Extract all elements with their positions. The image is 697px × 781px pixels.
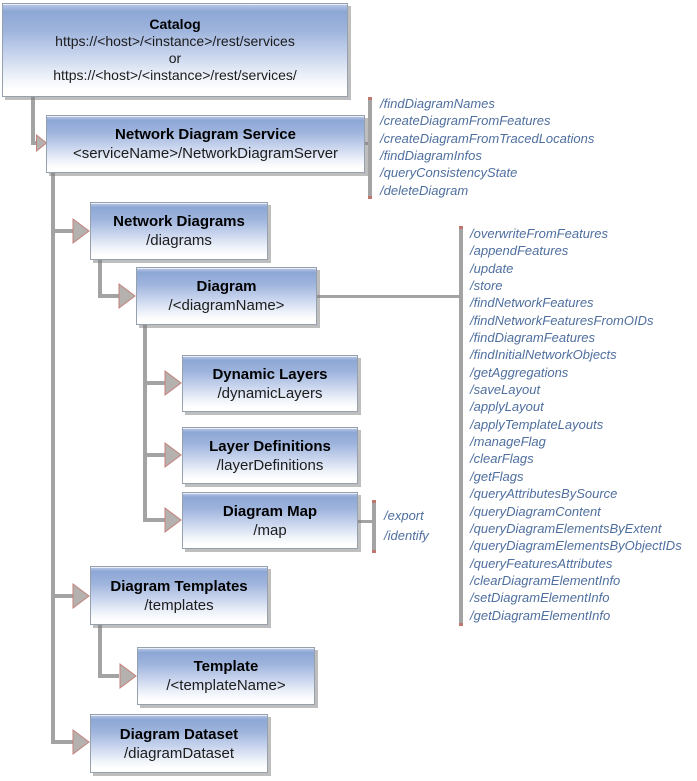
node-title: Diagram Map: [222, 502, 318, 520]
node-title: Layer Definitions: [209, 437, 331, 455]
arrowhead-icon: [119, 663, 137, 689]
operation-item: /createDiagramFromTracedLocations: [380, 130, 595, 146]
arrowhead-icon: [164, 442, 182, 468]
operation-item: /saveLayout: [470, 382, 541, 398]
arrowhead-icon: [72, 218, 90, 244]
node-diagram[interactable]: [136, 267, 317, 325]
operation-item: /getFlags: [470, 468, 524, 484]
connector-line: [143, 381, 165, 385]
node-path: /templates: [144, 596, 214, 614]
arrowhead-icon: [72, 583, 90, 609]
node-title: Diagram: [196, 278, 257, 295]
node-diagram-templates[interactable]: [90, 566, 268, 625]
connector-line: [31, 97, 35, 145]
node-dynamic-layers[interactable]: [182, 355, 358, 412]
node-path: /<templateName>: [166, 677, 286, 694]
node-diagram-dataset[interactable]: [90, 714, 268, 773]
node-template[interactable]: [137, 647, 315, 705]
operation-item: /applyTemplateLayouts: [470, 416, 604, 432]
connector-line: [51, 594, 73, 598]
node-title: Dynamic Layers: [212, 365, 328, 383]
arrowhead-icon: [72, 729, 90, 755]
operation-item: /findDiagramInfos: [380, 148, 482, 164]
operation-item: /clearFlags: [470, 451, 534, 467]
operation-item: /update: [470, 260, 514, 276]
connector-line: [143, 453, 165, 457]
node-url-primary: https://<host>/<instance>/rest/services: [55, 33, 295, 49]
node-network-diagram-service[interactable]: [46, 115, 365, 173]
operation-item: /findDiagramNames: [380, 96, 495, 111]
service-operations-list: [380, 95, 594, 199]
node-title: Diagram Dataset: [119, 725, 239, 743]
node-title: Network Diagrams: [113, 213, 245, 230]
node-title: Catalog: [149, 16, 201, 32]
operation-item: /appendFeatures: [470, 243, 569, 259]
connector-line: [98, 294, 119, 298]
operation-item: /queryAttributesBySource: [470, 486, 618, 502]
operation-item: /findNetworkFeaturesFromOIDs: [470, 312, 654, 328]
operation-item: /findInitialNetworkObjects: [470, 347, 617, 363]
node-catalog[interactable]: [2, 3, 348, 97]
connector-line: [51, 229, 73, 233]
node-path: /diagramDataset: [123, 744, 235, 762]
node-title: Network Diagram Service: [115, 126, 296, 143]
operations-bracket: [372, 500, 376, 553]
node-network-diagrams[interactable]: [90, 202, 268, 260]
operation-item: /manageFlag: [470, 434, 546, 450]
connector-line: [317, 295, 459, 298]
arrowhead-icon: [118, 283, 136, 309]
connector-line: [98, 674, 119, 678]
operation-item: /identify: [384, 527, 429, 543]
operation-item: /applyLayout: [470, 399, 544, 415]
operation-item: /queryConsistencyState: [380, 165, 518, 181]
node-title: Template: [193, 658, 259, 675]
operation-item: /overwriteFromFeatures: [470, 226, 608, 241]
map-operations-list: [384, 506, 429, 545]
operation-item: /createDiagramFromFeatures: [380, 113, 551, 129]
operation-item: /setDiagramElementInfo: [470, 590, 610, 606]
node-url-alternate: https://<host>/<instance>/rest/services/: [53, 67, 297, 83]
connector-line: [98, 260, 102, 298]
connector-line: [143, 518, 165, 522]
operation-item: /getAggregations: [470, 364, 569, 380]
operation-item: /deleteDiagram: [380, 182, 469, 198]
operation-item: /findDiagramFeatures: [470, 330, 595, 346]
operation-item: /getDiagramElementInfo: [470, 607, 611, 623]
node-path: /diagrams: [146, 232, 212, 249]
node-path: /map: [253, 521, 287, 539]
connector-line: [51, 740, 73, 744]
operations-bracket: [459, 226, 463, 626]
operation-item: /queryFeaturesAttributes: [470, 555, 613, 571]
operation-item: /store: [470, 278, 503, 294]
operation-item: /queryDiagramElementsByObjectIDs: [470, 538, 682, 554]
operations-bracket: [368, 97, 372, 199]
operation-item: /clearDiagramElementInfo: [470, 572, 621, 588]
operation-item: /queryDiagramContent: [470, 503, 601, 519]
connector-line: [358, 520, 373, 523]
operation-item: /findNetworkFeatures: [470, 295, 594, 311]
arrowhead-icon: [164, 507, 182, 533]
connector-line: [51, 173, 55, 742]
operation-item: /queryDiagramElementsByExtent: [470, 520, 662, 536]
node-path: /dynamicLayers: [217, 384, 323, 402]
node-or-label: or: [168, 50, 182, 66]
node-layer-definitions[interactable]: [182, 427, 358, 484]
arrowhead-icon: [164, 370, 182, 396]
node-title: Diagram Templates: [110, 577, 248, 595]
connector-line: [143, 325, 147, 520]
node-diagram-map[interactable]: [182, 492, 358, 549]
connector-line: [98, 625, 102, 678]
node-path: <serviceName>/NetworkDiagramServer: [72, 145, 339, 162]
diagram-operations-list: [470, 225, 682, 624]
node-path: /<diagramName>: [168, 297, 285, 314]
node-path: /layerDefinitions: [216, 456, 324, 474]
operation-item: /export: [384, 508, 424, 523]
